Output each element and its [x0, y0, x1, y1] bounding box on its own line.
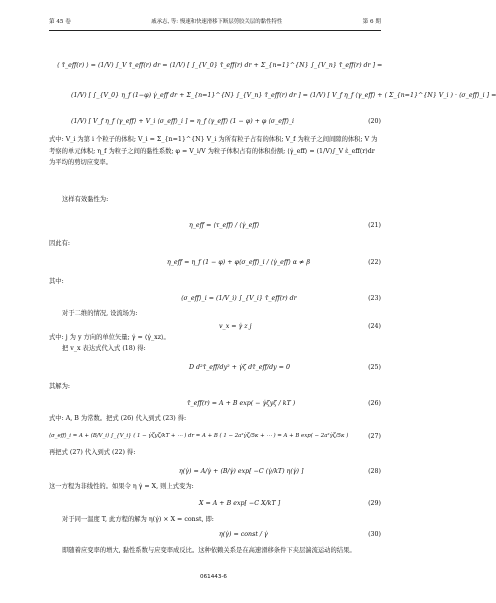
paragraph-constants: 式中: A, B 为常数。把式 (26) 代入到式 (23) 得: — [49, 415, 187, 422]
paragraph-2d-case: 对于二维的情况, 设流场为: — [62, 310, 138, 317]
paragraph-viscosity-intro: 这样有效黏性为: — [62, 196, 109, 203]
paragraph-conclusion: 即随着应变率的增大, 黏性系数与应变率成反比。这种依赖关系是在高速滑移条件下夹层湍流运动的结果。 — [62, 547, 356, 554]
paragraph-solution: 其解为: — [49, 383, 71, 390]
paragraph-symbols: 式中: V_i 为第 i 个粒子的体积; V_i = Σ_{n=1}^{N} V_i 为所有粒子占有的体积; V_f 为粒子之间间隙的体积; V 为考察的单元体积; η_f 为粒子之间的黏性系数; φ = V_i/V 为粒子体积占有的体积份额; ⟨γ̇_eff⟩ = (1/V)∫_V ε̇_eff(r)dr 为平均的剪切应变率。 — [49, 136, 378, 166]
paper-page: 第 45 卷 戚承志, 等: 慢速和快速滑移下断层剪胶关层的黏性特性 第 6 期 ⟨ τ̄_eff(r) ⟩ = (1/V) ∫_V τ̄_eff(r) dr = (1/V) [ ∫_{V_0} τ̄_eff(r) dr + Σ_{n=1}^{N} ∫_{V_n} τ̄_eff(r) dr ] = (1/V) [ ∫_{V_0} η_f (1−φ) γ̇_eff dr + Σ_{n=1}^{N} ∫_{V_n} τ̄_eff(r) dr ] = (1/V) [ V_f η_f ⟨γ_eff⟩ + ( Σ_{n=1}^{N} V_i ) · ⟨σ_eff⟩_i ] = (1/V) [ V_f η_f ⟨γ_eff⟩ + V_i ⟨σ_eff⟩_i ] = η_f ⟨γ_eff⟩ (1 − φ) + φ ⟨σ_eff⟩_i (20) 式中: V_i 为第 i 个粒子的体积; V_i = Σ_{n=1}^{N} V_i 为所有粒子占有的体积; V_f 为粒子之间间隙的体积; V 为考察的单元体积; η_f 为粒子之间的黏性系数; φ = V_i/V 为粒子体积占有的体积份额; ⟨γ̇_eff⟩ = (1/V)∫_V ε̇_eff(r)dr 为平均的剪切应变率。 这样有效黏性为: η_eff = ⟨τ_eff⟩ / ⟨γ̇_eff⟩ (21) 因此有: η_eff = η_f (1 − φ) + φ⟨σ_eff⟩_i / ⟨γ̇_eff⟩ α ≠ β (22) 其中: ⟨σ_eff⟩_i = (1/V_i) ∫_{V_i} τ̄_eff(r) dr (23) 对于二维的情况, 设流场为: v_x = γ̇ z j (24) 式中: j 为 y 方向的单位矢量; γ̇ = ⟨γ̇_xz⟩。 把 v_x 表达式代入式 (18) 得: D d²τ̄_eff/dy² + γ̇ζ dτ̄_eff/dy = 0 (25) 其解为: τ̄_eff(r) = A + B exp( − γ̇ζyζ / kT ) (26) 式中: A, B 为常数。把式 (26) 代入到式 (23) 得: ⟨σ_eff⟩_i = A + (B/V_i) ∫_{V_i} ( 1 − γ̇ζyζ/kT + ⋯ ) dr = A + B ( 1 − 2a²γ̇ζ/5κ + ⋯ ) = A + B exp( − 2a²γ̇ζ/5κ ) (27) 再把式 (27) 代入到式 (22) 得: η(γ̇) = A/γ̇ + (B/γ̇) exp[ −C (γ̇/kT) η(γ̇) ] (28) 这一方程为非线性的。如果令 η γ̇ = X, 则上式变为: X = A + B exp[ −C X/kT ] (29) 对于同一温度 T, 此方程的解为 η(γ̇) × X = const, 即: η(γ̇) = const / γ̇ (30) 即随着应变率的增大, 黏性系数与应变率成反比。这种依赖关系是在高速滑移条件下夹层湍流运动的结果。 061443-6 — [0, 0, 427, 603]
equation-number: (20) — [368, 118, 381, 125]
paragraph-substitute-27: 再把式 (27) 代入到式 (22) 得: — [49, 449, 136, 456]
paragraph-nonlinear: 这一方程为非线性的。如果令 η γ̇ = X, 则上式变为: — [49, 483, 194, 490]
paragraph-substitute: 把 v_x 表达式代入式 (18) 得: — [62, 345, 146, 352]
volume-label: 第 45 卷 — [49, 19, 71, 25]
issue-label: 第 6 期 — [362, 19, 381, 25]
running-title: 戚承志, 等: 慢速和快速滑移下断层剪胶关层的黏性特性 — [151, 19, 283, 25]
header-rule — [49, 30, 381, 31]
paragraph-where: 其中: — [49, 278, 64, 285]
page-number: 061443-6 — [200, 574, 227, 580]
running-header — [49, 16, 381, 26]
paragraph-therefore: 因此有: — [49, 240, 71, 247]
paragraph-same-temperature: 对于同一温度 T, 此方程的解为 η(γ̇) × X = const, 即: — [62, 516, 214, 523]
paragraph-unit-vector: 式中: j 为 y 方向的单位矢量; γ̇ = ⟨γ̇_xz⟩。 — [49, 334, 170, 341]
